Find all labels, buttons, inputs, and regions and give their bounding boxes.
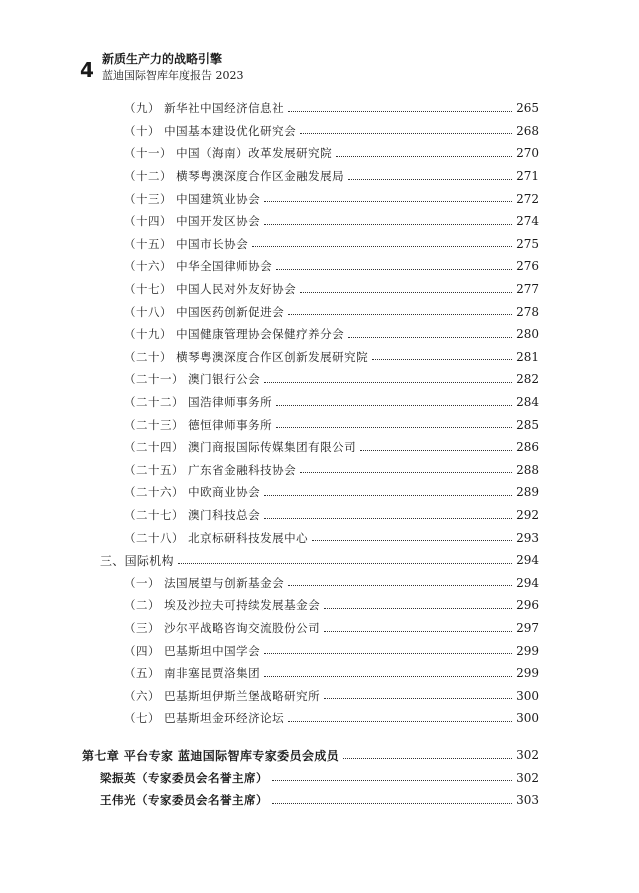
toc-entry	[124, 187, 539, 210]
toc-entry	[124, 436, 539, 459]
toc-entry	[124, 391, 539, 414]
toc-entry	[124, 459, 539, 482]
entry-title: （二十八） 北京标研科技发展中心	[124, 530, 309, 545]
person-entry	[100, 789, 539, 812]
entry-title: （十四） 中国开发区协会	[124, 214, 261, 229]
entry-page-number: 285	[516, 417, 539, 432]
dot-leader	[264, 676, 512, 677]
entry-page-number: 280	[516, 327, 539, 342]
entry-page-number: 288	[516, 462, 539, 477]
entry-page-number: 289	[516, 485, 539, 500]
dot-leader	[343, 758, 512, 759]
dot-leader	[324, 698, 512, 699]
dot-leader	[324, 608, 512, 609]
entry-title: （四） 巴基斯坦中国学会	[124, 643, 261, 658]
entry-page-number: 282	[516, 372, 539, 387]
entry-title: 梁振英（专家委员会名誉主席）	[100, 770, 268, 785]
entry-title: （二十三） 德恒律师事务所	[124, 417, 273, 432]
dot-leader	[288, 721, 512, 722]
entry-page-number: 299	[516, 643, 539, 658]
dot-leader	[264, 495, 512, 496]
dot-leader	[300, 133, 512, 134]
toc-entry	[124, 481, 539, 504]
entry-title: （二） 埃及沙拉夫可持续发展基金会	[124, 598, 321, 613]
dot-leader	[272, 780, 512, 781]
entry-page-number: 302	[516, 770, 539, 785]
entry-page-number: 300	[516, 711, 539, 726]
entry-page-number: 271	[516, 169, 539, 184]
entry-page-number: 272	[516, 191, 539, 206]
entry-title: （十九） 中国健康管理协会保健疗养分会	[124, 327, 345, 342]
toc-entry	[124, 255, 539, 278]
entry-title: 三、国际机构	[100, 553, 174, 568]
dot-leader	[264, 518, 512, 519]
toc-entry	[124, 617, 539, 640]
entry-title: （三） 沙尔平战略咨询交流股份公司	[124, 621, 321, 636]
toc-entry	[124, 504, 539, 527]
toc-entry	[124, 165, 539, 188]
dot-leader	[348, 179, 512, 180]
toc-entry	[124, 323, 539, 346]
entry-page-number: 302	[516, 748, 539, 763]
entry-page-number: 296	[516, 598, 539, 613]
entry-title: （七） 巴基斯坦金环经济论坛	[124, 711, 285, 726]
dot-leader	[276, 269, 512, 270]
entry-title: （二十二） 国浩律师事务所	[124, 395, 273, 410]
entry-page-number: 297	[516, 621, 539, 636]
toc-entry	[124, 526, 539, 549]
dot-leader	[264, 224, 512, 225]
toc-entry	[124, 346, 539, 369]
dot-leader	[288, 314, 512, 315]
entry-page-number: 275	[516, 236, 539, 251]
entry-title: （二十） 横琴粤澳深度合作区创新发展研究院	[124, 349, 369, 364]
dot-leader	[178, 563, 512, 564]
entry-page-number: 299	[516, 666, 539, 681]
entry-page-number: 284	[516, 395, 539, 410]
toc-entry	[124, 97, 539, 120]
toc-entry	[124, 572, 539, 595]
toc-entry	[124, 685, 539, 708]
section-entry	[100, 549, 539, 572]
report-title: 蓝迪国际智库年度报告 2023	[102, 69, 244, 82]
dot-leader	[272, 803, 512, 804]
entry-title: （十五） 中国市长协会	[124, 236, 249, 251]
dot-leader	[300, 292, 512, 293]
entry-page-number: 277	[516, 282, 539, 297]
entry-page-number: 276	[516, 259, 539, 274]
toc-entry	[124, 594, 539, 617]
toc-entry	[124, 300, 539, 323]
toc-entry	[124, 233, 539, 256]
entry-title: （二十六） 中欧商业协会	[124, 485, 261, 500]
dot-leader	[348, 337, 512, 338]
entry-page-number: 274	[516, 214, 539, 229]
entry-page-number: 270	[516, 146, 539, 161]
entry-title: （二十四） 澳门商报国际传媒集团有限公司	[124, 440, 357, 455]
toc-entry	[124, 142, 539, 165]
dot-leader	[264, 653, 512, 654]
dot-leader	[264, 382, 512, 383]
page-number: 4	[80, 58, 94, 82]
dot-leader	[300, 472, 512, 473]
entry-page-number: 292	[516, 508, 539, 523]
dot-leader	[276, 405, 512, 406]
person-entry	[100, 766, 539, 789]
entry-title: （十二） 横琴粤澳深度合作区金融发展局	[124, 169, 345, 184]
entry-title: （十八） 中国医药创新促进会	[124, 304, 285, 319]
entry-title: （九） 新华社中国经济信息社	[124, 101, 285, 116]
book-title: 新质生产力的战略引擎	[102, 52, 223, 66]
entry-title: （十三） 中国建筑业协会	[124, 191, 261, 206]
entry-page-number: 294	[516, 575, 539, 590]
dot-leader	[372, 359, 512, 360]
entry-title: （十） 中国基本建设优化研究会	[124, 123, 297, 138]
toc-entry	[124, 278, 539, 301]
entry-page-number: 294	[516, 553, 539, 568]
chapter-entry	[82, 744, 539, 767]
toc-entry	[124, 210, 539, 233]
entry-title: （二十五） 广东省金融科技协会	[124, 462, 297, 477]
entry-title: 王伟光（专家委员会名誉主席）	[100, 793, 268, 808]
dot-leader	[288, 585, 512, 586]
entry-title: （十一） 中国（海南）改革发展研究院	[124, 146, 333, 161]
entry-title: （五） 南非塞昆贾洛集团	[124, 666, 261, 681]
entry-title: （一） 法国展望与创新基金会	[124, 575, 285, 590]
entry-title: （十六） 中华全国律师协会	[124, 259, 273, 274]
toc-entry	[124, 368, 539, 391]
entry-page-number: 300	[516, 688, 539, 703]
entry-page-number: 268	[516, 123, 539, 138]
toc-entry	[124, 662, 539, 685]
entry-page-number: 281	[516, 349, 539, 364]
entry-page-number: 278	[516, 304, 539, 319]
dot-leader	[276, 427, 512, 428]
dot-leader	[288, 111, 512, 112]
entry-page-number: 265	[516, 101, 539, 116]
toc-entry	[124, 120, 539, 143]
dot-leader	[336, 156, 512, 157]
toc-entry	[124, 639, 539, 662]
entry-title: （二十七） 澳门科技总会	[124, 508, 261, 523]
toc-entry	[124, 413, 539, 436]
dot-leader	[324, 631, 512, 632]
dot-leader	[252, 246, 512, 247]
entry-page-number: 293	[516, 530, 539, 545]
entry-title: （二十一） 澳门银行公会	[124, 372, 261, 387]
dot-leader	[360, 450, 512, 451]
entry-title: （十七） 中国人民对外友好协会	[124, 282, 297, 297]
dot-leader	[312, 540, 512, 541]
entry-page-number: 286	[516, 440, 539, 455]
entry-title: （六） 巴基斯坦伊斯兰堡战略研究所	[124, 688, 321, 703]
entry-page-number: 303	[516, 793, 539, 808]
entry-title: 第七章 平台专家 蓝迪国际智库专家委员会成员	[82, 748, 340, 763]
dot-leader	[264, 201, 512, 202]
toc-entry	[124, 707, 539, 730]
